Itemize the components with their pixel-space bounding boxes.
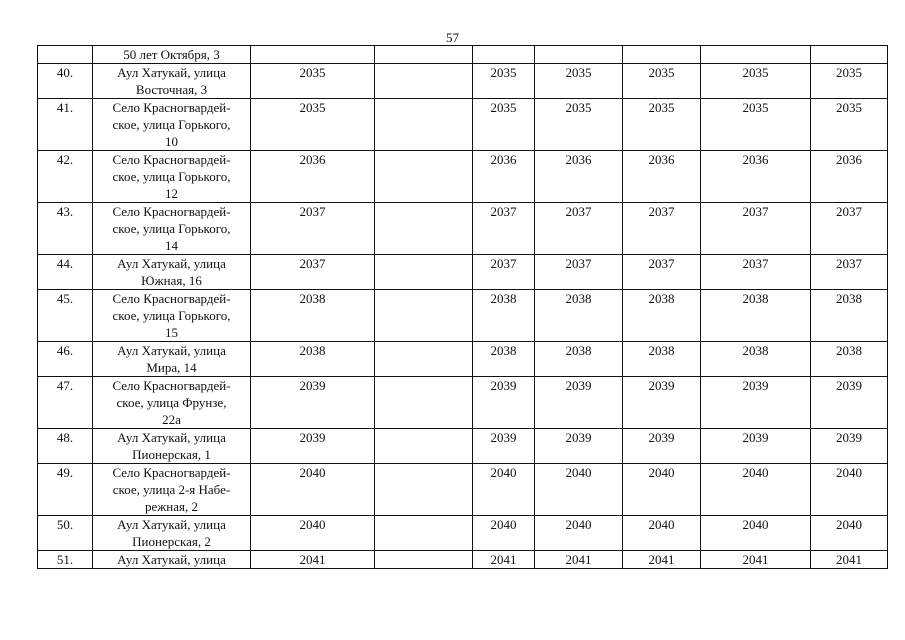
year-cell: 2038 [251, 342, 375, 377]
year-cell: 2035 [701, 99, 811, 151]
address-cell: Село Красногвардей- ское, улица Горького, 15 [93, 290, 251, 342]
table-row [38, 516, 888, 551]
year-cell: 2037 [535, 203, 623, 255]
year-cell: 2038 [811, 290, 888, 342]
address-cell: Село Красногвардей- ское, улица Горького, 14 [93, 203, 251, 255]
page-number: 57 [446, 30, 459, 45]
year-cell: 2035 [623, 64, 701, 99]
table-row [38, 290, 888, 342]
year-cell: 2039 [473, 429, 535, 464]
address-cell: Аул Хатукай, улица [93, 551, 251, 569]
year-cell: 2036 [811, 151, 888, 203]
address-cell: Село Красногвардей- ское, улица Фрунзе, 22а [93, 377, 251, 429]
year-cell: 2040 [623, 464, 701, 516]
address-cell: Село Красногвардей- ское, улица Горького, 12 [93, 151, 251, 203]
year-cell: 2037 [701, 203, 811, 255]
year-cell: 2037 [251, 203, 375, 255]
year-cell [375, 551, 473, 569]
year-cell: 2037 [811, 255, 888, 290]
schedule-table [37, 45, 888, 569]
year-cell: 2040 [701, 516, 811, 551]
year-cell: 2039 [623, 429, 701, 464]
year-cell: 2035 [623, 99, 701, 151]
year-cell: 2036 [623, 151, 701, 203]
row-number-cell: 43. [38, 203, 93, 255]
year-cell: 2039 [473, 377, 535, 429]
year-cell: 2040 [701, 464, 811, 516]
year-cell: 2037 [623, 255, 701, 290]
table-row [38, 46, 888, 64]
year-cell: 2039 [701, 429, 811, 464]
row-number-cell: 46. [38, 342, 93, 377]
address-cell: Село Красногвардей- ское, улица Горького, 10 [93, 99, 251, 151]
row-number-cell: 41. [38, 99, 93, 151]
year-cell: 2038 [535, 342, 623, 377]
row-number-cell: 49. [38, 464, 93, 516]
address-cell: Аул Хатукай, улица Пионерская, 2 [93, 516, 251, 551]
table-row [38, 203, 888, 255]
year-cell [375, 46, 473, 64]
year-cell [375, 342, 473, 377]
year-cell: 2038 [473, 342, 535, 377]
row-number-cell: 40. [38, 64, 93, 99]
row-number-cell: 47. [38, 377, 93, 429]
year-cell: 2039 [535, 377, 623, 429]
address-cell: Аул Хатукай, улица Мира, 14 [93, 342, 251, 377]
table-body [38, 46, 888, 569]
year-cell: 2035 [701, 64, 811, 99]
year-cell: 2035 [251, 99, 375, 151]
year-cell [701, 46, 811, 64]
year-cell [251, 46, 375, 64]
year-cell: 2035 [535, 99, 623, 151]
year-cell [811, 46, 888, 64]
year-cell [375, 151, 473, 203]
row-number-cell: 44. [38, 255, 93, 290]
row-number-cell: 50. [38, 516, 93, 551]
year-cell: 2037 [473, 255, 535, 290]
year-cell: 2040 [251, 464, 375, 516]
year-cell: 2035 [473, 64, 535, 99]
row-number-cell: 45. [38, 290, 93, 342]
year-cell: 2037 [623, 203, 701, 255]
year-cell: 2039 [251, 429, 375, 464]
year-cell: 2037 [473, 203, 535, 255]
row-number-cell: 48. [38, 429, 93, 464]
table-row [38, 464, 888, 516]
year-cell: 2037 [251, 255, 375, 290]
address-cell: Аул Хатукай, улица Восточная, 3 [93, 64, 251, 99]
table-row [38, 64, 888, 99]
year-cell: 2039 [251, 377, 375, 429]
year-cell: 2036 [701, 151, 811, 203]
year-cell: 2038 [701, 342, 811, 377]
year-cell: 2041 [811, 551, 888, 569]
year-cell [473, 46, 535, 64]
table-row [38, 342, 888, 377]
year-cell: 2040 [535, 516, 623, 551]
year-cell: 2035 [811, 99, 888, 151]
table-row [38, 377, 888, 429]
year-cell: 2040 [473, 464, 535, 516]
year-cell: 2038 [473, 290, 535, 342]
year-cell: 2041 [251, 551, 375, 569]
year-cell: 2041 [623, 551, 701, 569]
address-cell: Село Красногвардей- ское, улица 2-я Набе- режная, 2 [93, 464, 251, 516]
year-cell: 2040 [535, 464, 623, 516]
table-row [38, 99, 888, 151]
year-cell [375, 464, 473, 516]
address-cell: Аул Хатукай, улица Пионерская, 1 [93, 429, 251, 464]
year-cell: 2038 [251, 290, 375, 342]
year-cell [623, 46, 701, 64]
year-cell: 2037 [535, 255, 623, 290]
year-cell: 2039 [701, 377, 811, 429]
year-cell [375, 290, 473, 342]
year-cell: 2036 [535, 151, 623, 203]
year-cell: 2035 [473, 99, 535, 151]
year-cell [375, 377, 473, 429]
address-cell: Аул Хатукай, улица Южная, 16 [93, 255, 251, 290]
row-number-cell [38, 46, 93, 64]
year-cell: 2041 [535, 551, 623, 569]
year-cell: 2040 [623, 516, 701, 551]
year-cell [375, 516, 473, 551]
year-cell: 2038 [623, 290, 701, 342]
year-cell: 2038 [811, 342, 888, 377]
year-cell: 2040 [473, 516, 535, 551]
year-cell: 2040 [811, 464, 888, 516]
year-cell [375, 99, 473, 151]
row-number-cell: 42. [38, 151, 93, 203]
table-row [38, 151, 888, 203]
year-cell: 2036 [251, 151, 375, 203]
year-cell: 2037 [811, 203, 888, 255]
year-cell: 2039 [535, 429, 623, 464]
year-cell: 2039 [811, 429, 888, 464]
year-cell [535, 46, 623, 64]
row-number-cell: 51. [38, 551, 93, 569]
year-cell [375, 429, 473, 464]
address-cell: 50 лет Октября, 3 [93, 46, 251, 64]
year-cell: 2041 [701, 551, 811, 569]
year-cell: 2035 [251, 64, 375, 99]
year-cell: 2039 [623, 377, 701, 429]
year-cell [375, 64, 473, 99]
year-cell [375, 255, 473, 290]
year-cell: 2040 [251, 516, 375, 551]
year-cell: 2037 [701, 255, 811, 290]
year-cell: 2040 [811, 516, 888, 551]
year-cell: 2035 [811, 64, 888, 99]
year-cell [375, 203, 473, 255]
year-cell: 2036 [473, 151, 535, 203]
year-cell: 2038 [535, 290, 623, 342]
year-cell: 2038 [701, 290, 811, 342]
year-cell: 2039 [811, 377, 888, 429]
table-row [38, 551, 888, 569]
table-row [38, 429, 888, 464]
year-cell: 2041 [473, 551, 535, 569]
table-row [38, 255, 888, 290]
year-cell: 2038 [623, 342, 701, 377]
year-cell: 2035 [535, 64, 623, 99]
